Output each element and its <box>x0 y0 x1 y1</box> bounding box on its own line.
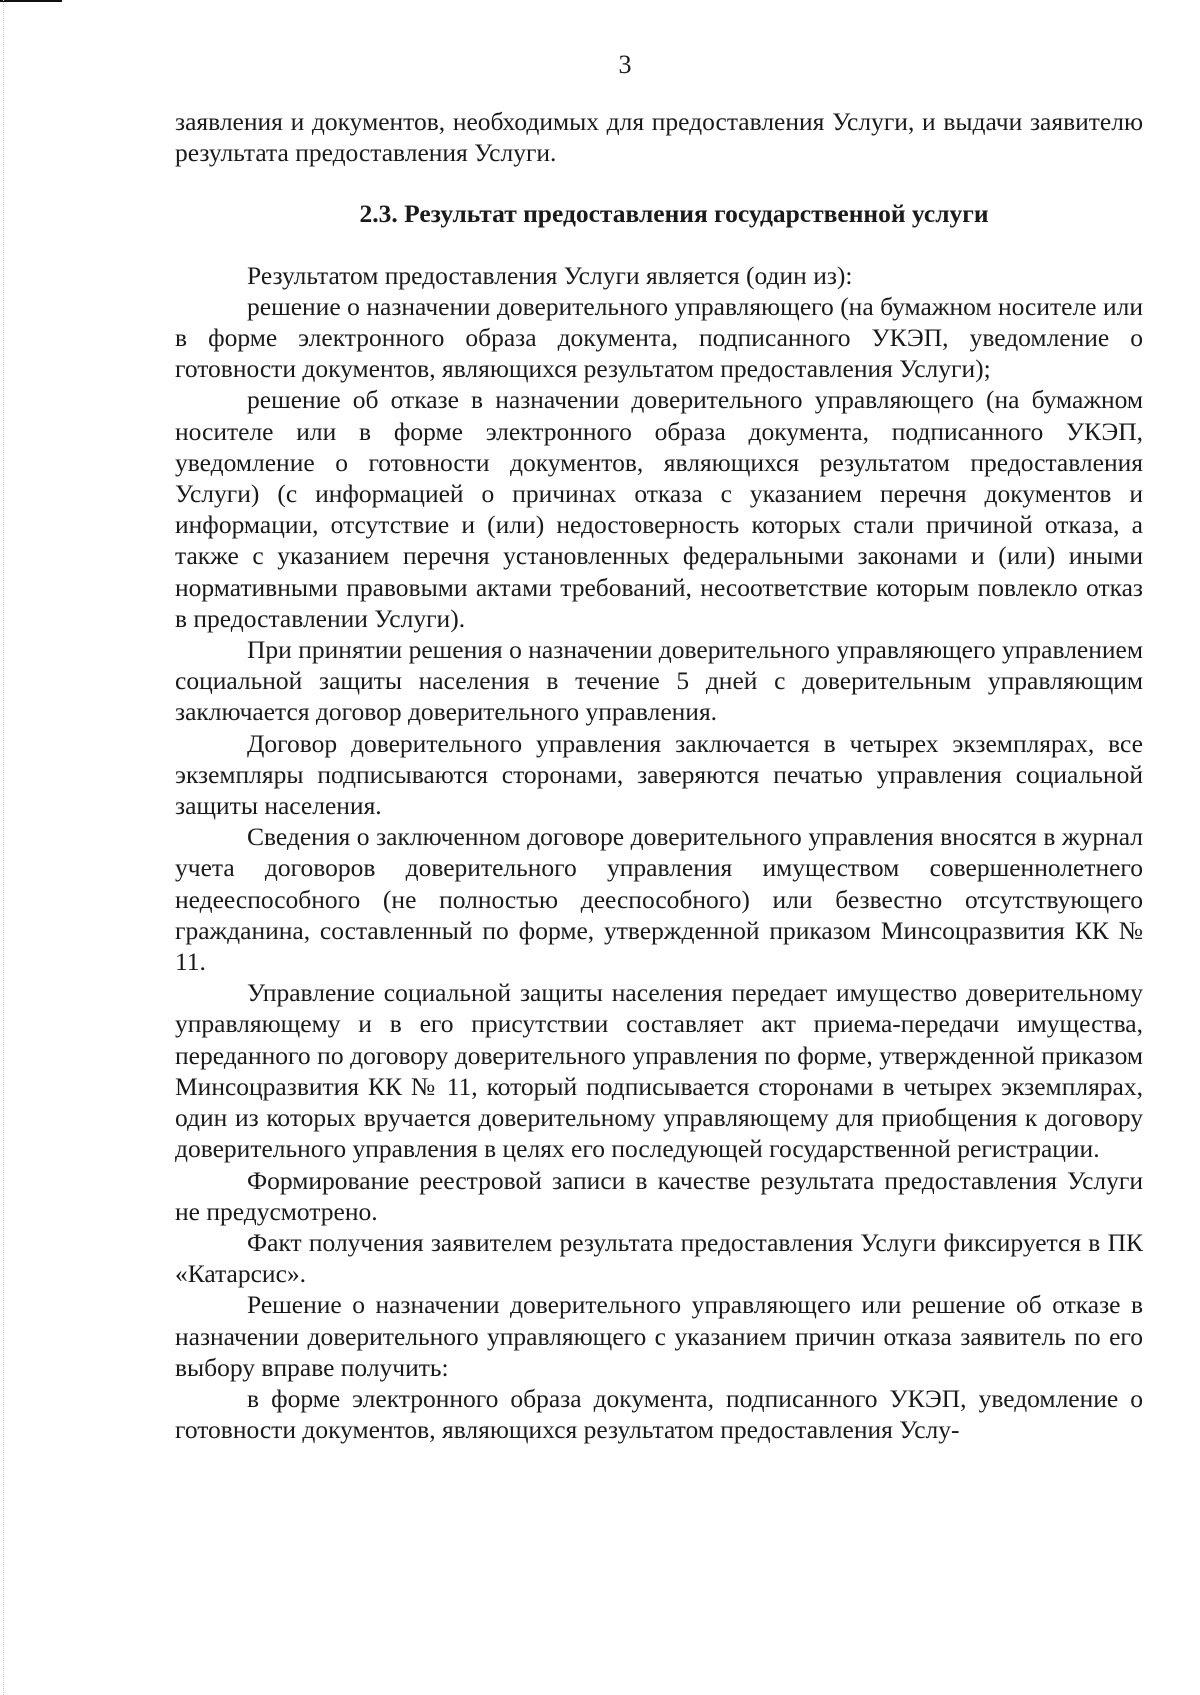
paragraph-result-appointment: решение о назначении доверительного управляющего (на бумажном носителе или в форме электронного образа документа, подписанного УКЭП, уведомление о готовности документов, являющихся результатом предоставления Услуги); <box>175 291 1143 384</box>
paragraph-registry-record: Формирование реестровой записи в качестве результата предоставления Услуги не предусмотрено. <box>175 1165 1143 1226</box>
paragraph-receipt-fixation: Факт получения заявителем результата предоставления Услуги фиксируется в ПК «Катарсис». <box>175 1227 1143 1289</box>
paragraph-contract-copies: Договор доверительного управления заключается в четырех экземплярах, все экземпляры подписываются сторонами, заверяются печатью управления социальной защиты населения. <box>175 728 1143 821</box>
paragraph-result-refusal: решение об отказе в назначении доверительного управляющего (на бумажном носителе или в форме электронного образа документа, подписанного УКЭП, уведомление о готовности документов, являющихся результатом предоставления Услуги) (с информацией о причинах отказа с указанием перечня документов и информации, отсутствие и (или) недостоверность которых стали причиной отказа, а также с указанием перечня установленных федеральными законами и (или) иными нормативными правовыми актами требований, несоответствие которым повлекло отказ в предоставлении Услуги). <box>175 385 1143 633</box>
scan-edge-line <box>3 0 4 1695</box>
paragraph-receipt-options: Решение о назначении доверительного управляющего или решение об отказе в назначении доверительного управляющего с указанием причин отказа заявитель по его выбору вправе получить: <box>175 1290 1143 1382</box>
paragraph-contract-conclusion: При принятии решения о назначении доверительного управляющего управлением социальной защиты населения в течение 5 дней с доверительным управляющим заключается договор доверительного управления. <box>175 635 1143 727</box>
section-heading: 2.3. Результат предоставления государственной услуги <box>359 199 989 229</box>
paragraph-electronic-form: в форме электронного образа документа, подписанного УКЭП, уведомление о готовности документов, являющихся результатом предоставления Услу- <box>175 1383 1143 1445</box>
paragraph-result-intro: Результатом предоставления Услуги является (один из): <box>247 260 853 290</box>
document-body <box>175 106 1143 1445</box>
page-number: 3 <box>618 50 632 79</box>
paragraph-property-transfer: Управление социальной защиты населения передает имущество доверительному управляющему и в его присутствии составляет акт приема-передачи имущества, переданного по договору доверительного управления по форме, утвержденной приказом Минсоцразвития КК № 11, который подписывается сторонами в четырех экземплярах, один из которых вручается доверительному управляющему для приобщения к договору доверительного управления в целях его последующей государственной регистрации. <box>175 978 1143 1164</box>
scan-edge-mark <box>0 0 62 2</box>
paragraph-contract-journal: Сведения о заключенном договоре доверительного управления вносятся в журнал учета договоров доверительного управления имуществом совершеннолетнего недееспособного (не полностью дееспособного) или безвестно отсутствующего гражданина, составленный по форме, утвержденной приказом Минсоцразвития КК № 11. <box>175 822 1143 977</box>
paragraph-continuation: заявления и документов, необходимых для предоставления Услуги, и выдачи заявителю результата предоставления Услуги. <box>175 107 1143 168</box>
